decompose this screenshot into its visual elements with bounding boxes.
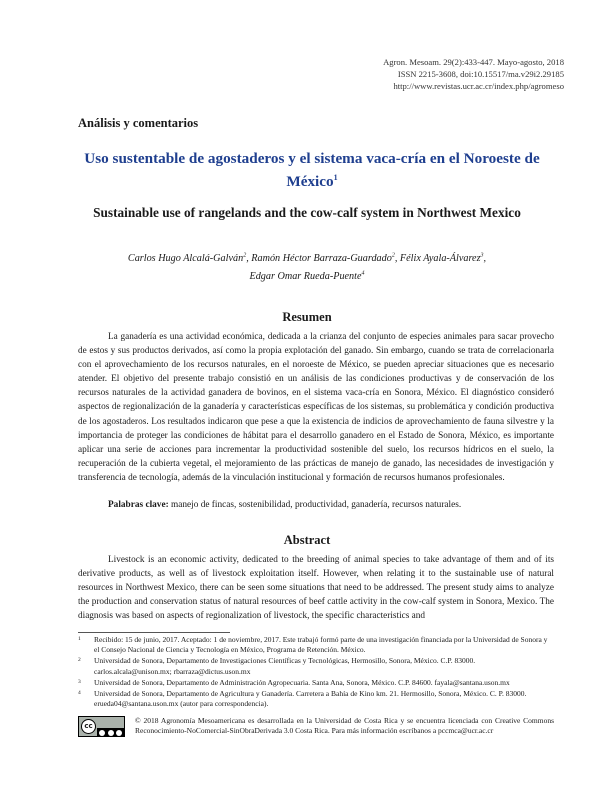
footnote-number: 2: [78, 657, 81, 664]
cc-nd-icon: [116, 730, 122, 736]
footnote-number: 4: [78, 689, 81, 696]
cc-logo-icon: cc: [81, 719, 96, 734]
resumen-text: La ganadería es una actividad económica, dedicada a la crianza del conjunto de especies animales para sacar provecho de estos y sus productos derivados, así como la propia explotación del ganado. Sin embargo, cuando se trata de correlacionarla con el aprovechamiento de los recursos naturales, en el noroeste de México, se pueden apreciar situaciones que es necesario atender. El objetivo del presente trabajo consistió en un análisis de las condiciones productivas y de conservación de los recursos naturales de la actividad ganadera de bovinos, en el sistema vaca-cría en Sonora, México. El diagnóstico consideró aspectos de regionalización de la ganadería y características específicas de los sistemas, su problemática y condición productiva de los agostaderos. Los resultados indicaron que pese a que la existencia de indicios de aprovechamiento de fauna silvestre y la importancia de proteger las condiciones de hábitat para el desarrollo ganadero en el Estado de Sonora, México, es importante aplicar una serie de acciones para incrementar la productividad sostenible del suelo, los recursos hídricos en el suelo, la recuperación de la cubierta vegetal, el mejoramiento de las prácticas de manejo de ganado, las necesidades de investigación y transferencia de tecnología, además de la vinculación institucional y formación de recursos humanos profesionales.: [78, 332, 554, 483]
author-separator: ,: [394, 253, 400, 265]
journal-citation: Agron. Mesoam. 29(2):433-447. Mayo-agosto, 2018: [383, 57, 564, 67]
keywords-list: manejo de fincas, sostenibilidad, productividad, ganadería, recursos naturales.: [171, 500, 462, 510]
section-label: Análisis y comentarios: [78, 116, 199, 130]
title-spanish: [80, 149, 544, 191]
author: [400, 253, 486, 264]
footnote-text: Universidad de Sonora, Departamento de Investigaciones Científicas y Tecnológicas, Hermosillo, Sonora, México. C.P. 83000. carlos.alcala@unison.mx; rbarraza@dictus.uson.mx: [94, 656, 476, 676]
footnote: [78, 689, 554, 710]
author-name: Ramón Héctor Barraza-Guardado: [251, 253, 392, 265]
author: [249, 271, 364, 282]
author-name: Carlos Hugo Alcalá-Galván: [127, 253, 244, 265]
title-footnote-mark[interactable]: 1: [333, 173, 338, 182]
journal-header: [383, 56, 564, 92]
author-name: Edgar Omar Rueda-Puente: [249, 270, 362, 282]
footnote-divider: [78, 632, 230, 633]
author: [128, 253, 251, 264]
footnote: [78, 635, 554, 656]
author-affiliation-mark[interactable]: 3: [480, 253, 484, 259]
journal-url[interactable]: http://www.revistas.ucr.ac.cr/index.php/agromeso: [393, 81, 564, 91]
creative-commons-icon[interactable]: [78, 716, 125, 737]
footnotes: [78, 635, 554, 710]
resumen-heading: Resumen: [282, 310, 332, 324]
footnote-text: Universidad de Sonora, Departamento de Agricultura y Ganadería. Carretera a Bahía de Kino km. 21. Hermosillo, Sonora, México. C. P. 83000. erueda04@santana.uson.mx (autor para correspondencia).: [94, 688, 527, 708]
author-affiliation-mark[interactable]: 2: [391, 253, 395, 259]
author-name: Félix Ayala-Álvarez: [399, 253, 481, 265]
keywords-label: Palabras clave:: [108, 500, 169, 510]
footnote-text: Recibido: 15 de junio, 2017. Aceptado: 1 de noviembre, 2017. Este trabajó formó parte de una investigación financiada por la Universidad de Sonora y el Consejo Nacional de Ciencia y Tecnología en México, Programa de Retención. México.: [94, 635, 548, 655]
author-separator: ,: [246, 253, 252, 265]
footnote-number: 1: [78, 636, 81, 642]
footnote-number: 3: [78, 678, 81, 685]
footnote: [78, 678, 554, 688]
cc-by-nc-nd-strip: [97, 728, 124, 737]
title-spanish-text: Uso sustentable de agostaderos y el sistema vaca-cría en el Noroeste de México: [84, 150, 540, 191]
abstract-heading: Abstract: [283, 533, 331, 547]
cc-by-icon: [99, 730, 105, 736]
title-english: Sustainable use of rangelands and the cow-calf system in Northwest Mexico: [93, 205, 521, 220]
footnote-text: Universidad de Sonora, Departamento de Administración Agropecuaria. Santa Ana, Sonora, México. C.P. 84600. fayala@santana.uson.mx: [94, 677, 510, 687]
author-separator: ,: [483, 253, 487, 265]
journal-issn-doi: ISSN 2215-3608, doi:10.15517/ma.v29i2.29185: [397, 69, 564, 79]
author-affiliation-mark[interactable]: 4: [361, 270, 365, 277]
cc-nc-icon: [108, 730, 114, 736]
footnote: [78, 656, 554, 677]
abstract-text: Livestock is an economic activity, dedicated to the breeding of animal species to take advantage of them and of its derivative products, as well as of livestock exploitation itself. However, when relating it to the sustainable use of natural resources in Northwest Mexico, there can be seen some situations that need to be addressed. The present study aims to analyze the production and conservation status of natural resources of beef cattle activity in the cow-calf system in Sonora, Mexico. The diagnosis was based on aspects of regionalization of livestock, the specific characteristics and: [78, 555, 554, 622]
author-affiliation-mark[interactable]: 2: [243, 253, 247, 259]
author: [251, 253, 400, 264]
keywords: [108, 500, 554, 510]
license-text: © 2018 Agronomía Mesoamericana es desarrollada en la Universidad de Costa Rica y se encuentra licenciada con Creative Commons Reconocimiento-NoComercial-SinObraDerivada 3.0 Costa Rica. Para más información escríbanos a pccmca@ucr.ac.cr: [135, 716, 554, 736]
author-list: [90, 249, 524, 284]
